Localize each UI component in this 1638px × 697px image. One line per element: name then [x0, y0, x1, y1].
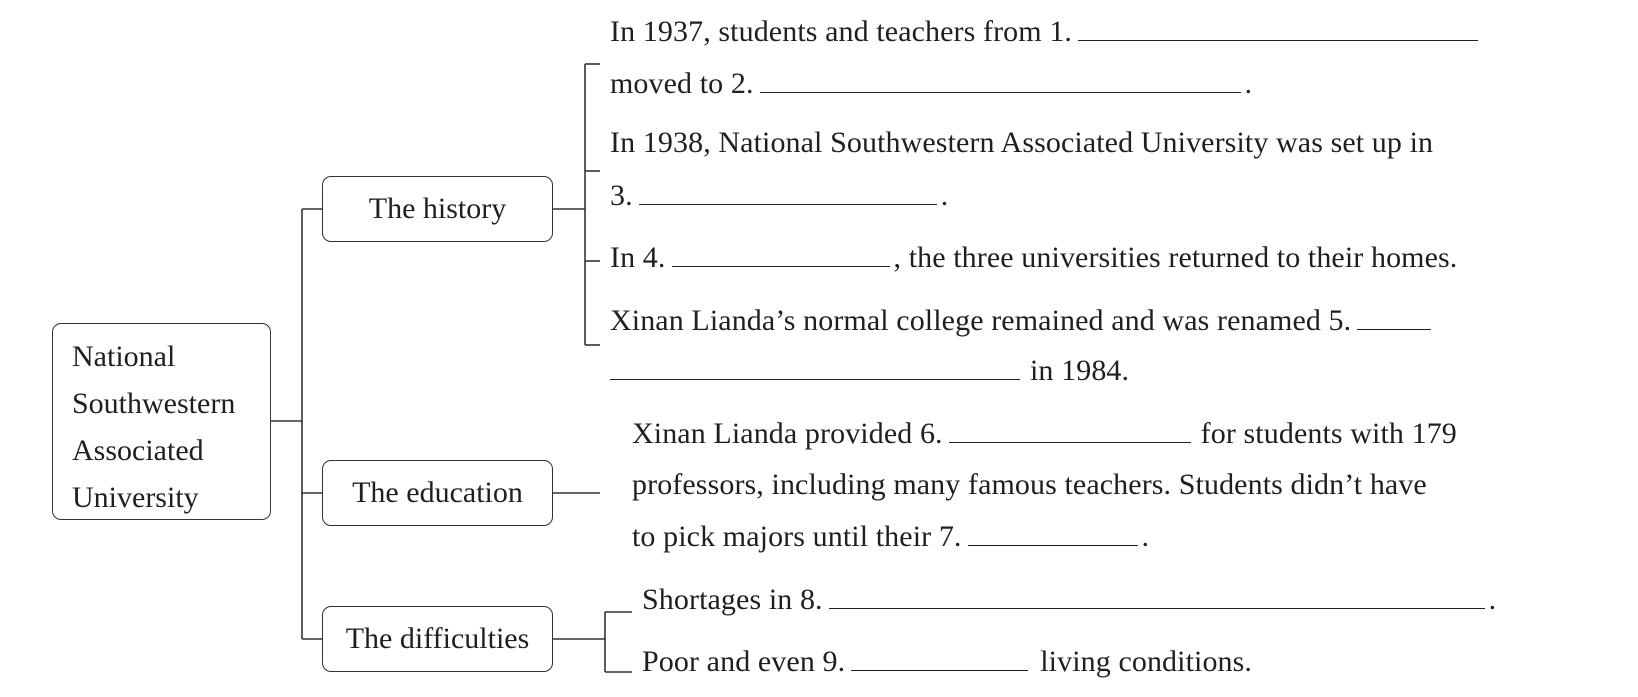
root-node [52, 323, 271, 520]
history-line-3-text: In 1938, National Southwestern Associated University was set up in [610, 126, 1434, 159]
history-line-4-text: 3. [610, 179, 633, 212]
history-line-6-text: Xinan Lianda’s normal college remained and was renamed 5. [610, 304, 1352, 337]
history-line-4-end: . [940, 179, 949, 212]
history-node [322, 176, 553, 242]
difficulties-line-1 [642, 584, 1496, 615]
education-node [322, 460, 553, 526]
blank-9 [851, 646, 1028, 671]
difficulties-line-2-text: Poor and even 9. [642, 645, 846, 678]
difficulties-node-label: The difficulties [345, 622, 530, 655]
education-line-3 [632, 521, 1149, 552]
blank-4 [672, 242, 890, 267]
education-line-2-text: professors, including many famous teachers. Students didn’t have [632, 468, 1427, 501]
history-line-5 [610, 242, 1457, 273]
blank-1 [1078, 16, 1478, 41]
blank-5a [1357, 305, 1431, 330]
education-line-3-end: . [1141, 520, 1150, 553]
history-node-label: The history [368, 192, 507, 225]
blank-2 [760, 68, 1241, 93]
history-line-7-text: in 1984. [1030, 354, 1130, 387]
history-line-4 [610, 180, 948, 211]
history-line-2-end: . [1244, 67, 1253, 100]
history-line-7 [610, 355, 1129, 386]
blank-3 [639, 180, 937, 205]
difficulties-line-1-text: Shortages in 8. [642, 583, 823, 616]
education-node-label: The education [352, 476, 523, 509]
education-line-1-end: for students with 179 [1200, 417, 1457, 450]
education-line-1-text: Xinan Lianda provided 6. [632, 417, 943, 450]
blank-8 [829, 584, 1485, 609]
history-line-6 [610, 305, 1435, 336]
history-line-1-text: In 1937, students and teachers from 1. [610, 15, 1073, 48]
education-line-1 [632, 418, 1457, 449]
difficulties-node [322, 606, 553, 672]
difficulties-line-2 [642, 646, 1252, 677]
education-line-2 [632, 470, 1427, 500]
history-line-1 [610, 16, 1482, 47]
blank-5b [610, 355, 1020, 380]
history-line-2 [610, 68, 1252, 99]
difficulties-line-2-end: living conditions. [1040, 645, 1253, 678]
history-line-2-text: moved to 2. [610, 67, 754, 100]
blank-7 [968, 521, 1138, 546]
history-line-5-end: , the three universities returned to their homes. [893, 241, 1458, 274]
difficulties-line-1-end: . [1488, 583, 1497, 616]
blank-6 [949, 418, 1191, 443]
education-line-3-text: to pick majors until their 7. [632, 520, 962, 553]
history-line-5-text: In 4. [610, 241, 666, 274]
history-line-3 [610, 128, 1433, 158]
root-node-label: National Southwestern Associated University [72, 340, 236, 514]
